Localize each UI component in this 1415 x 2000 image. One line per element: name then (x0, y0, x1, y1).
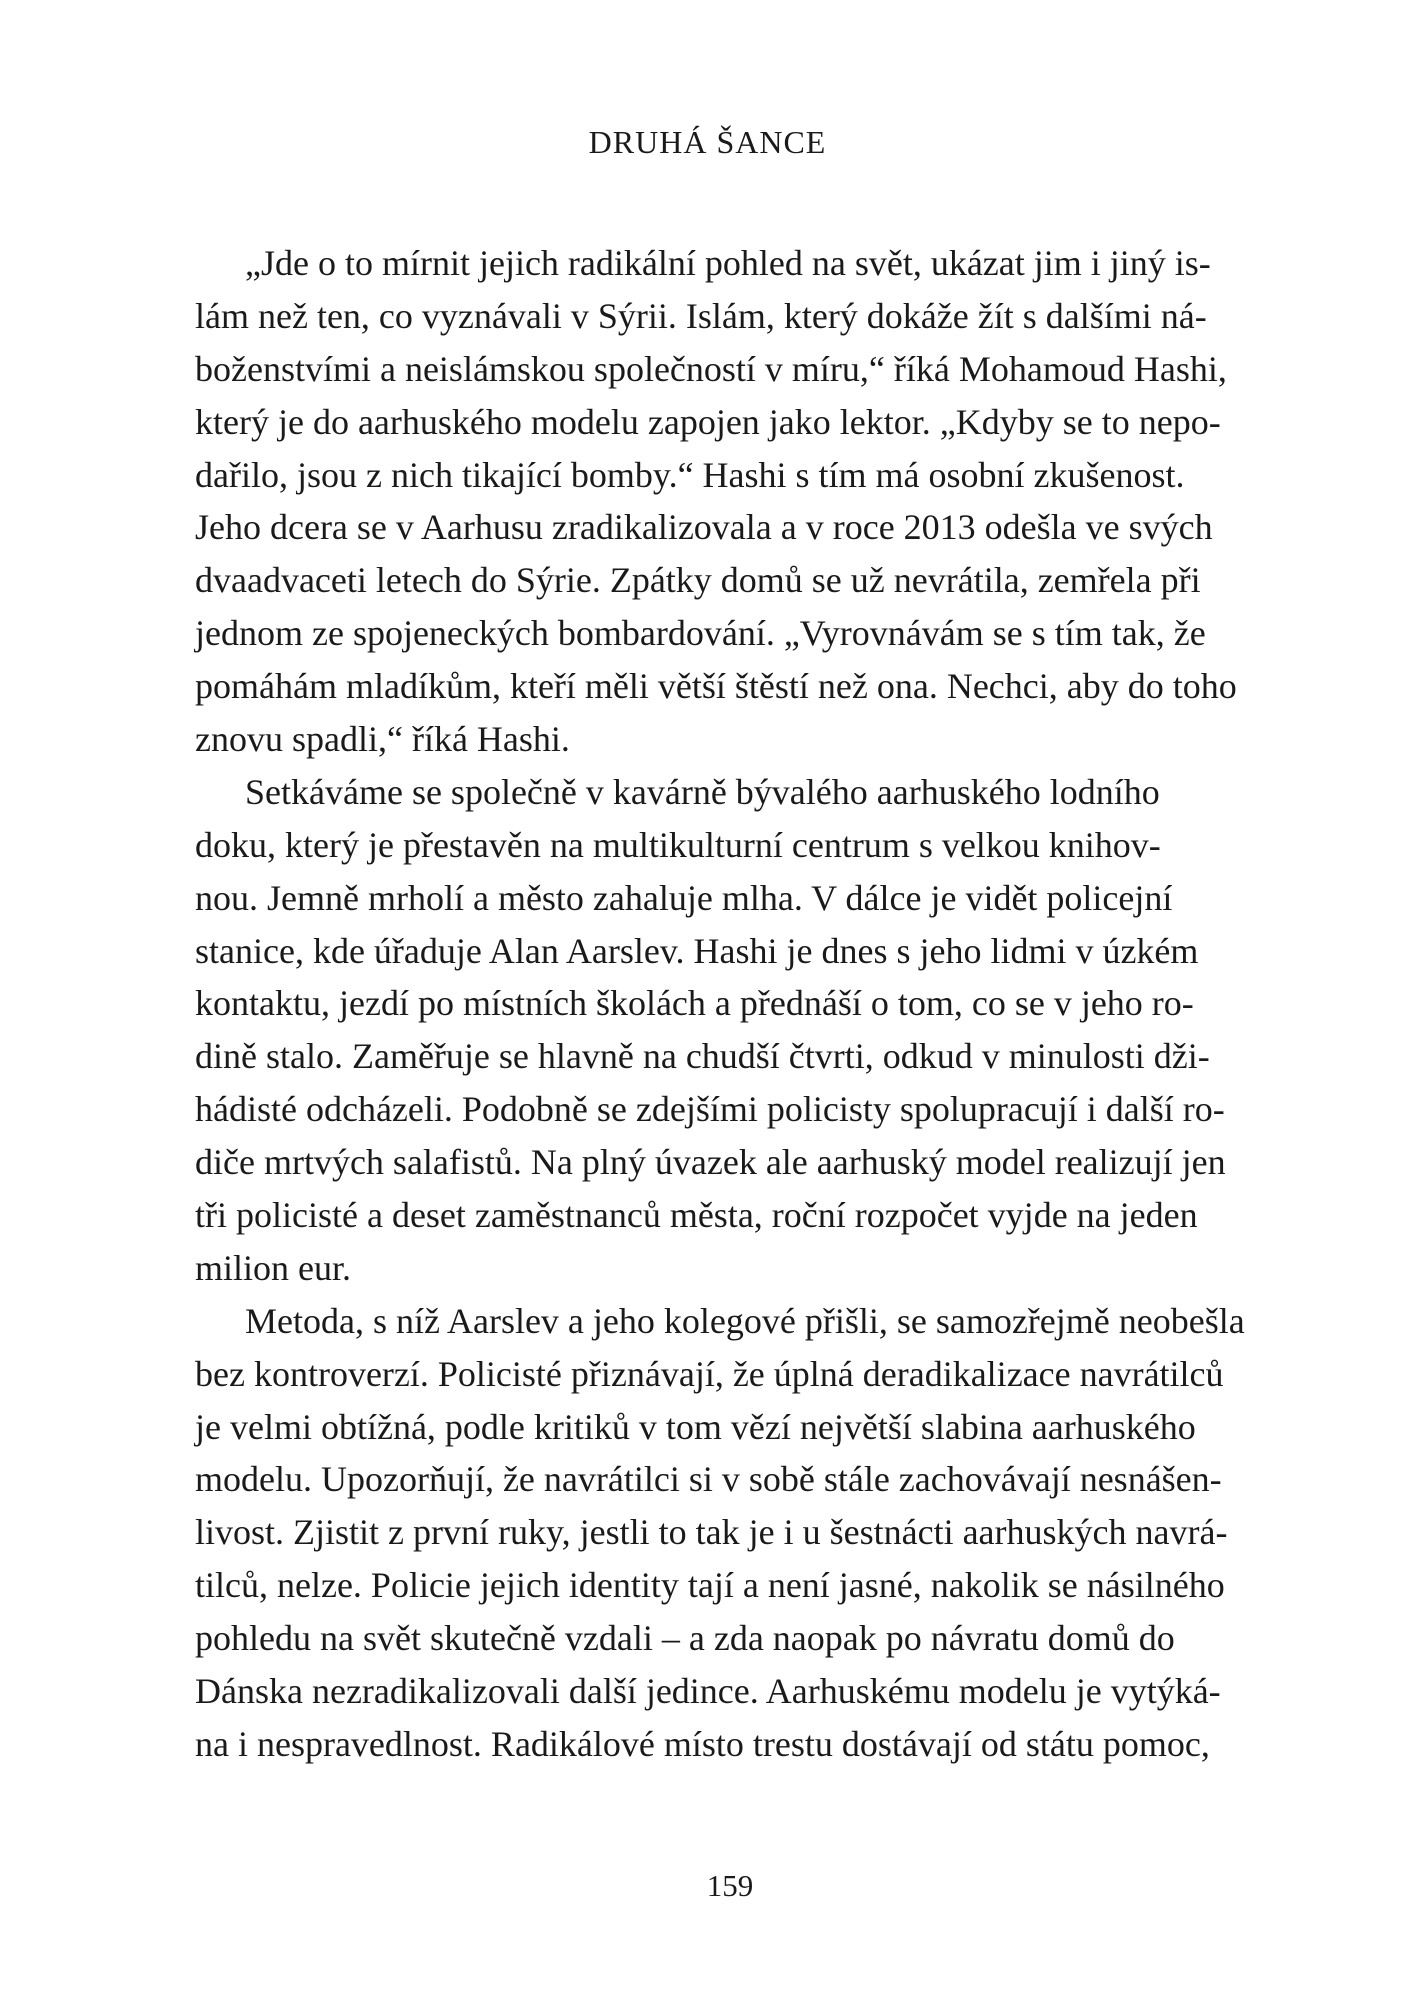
text-line: nou. Jemně mrholí a město zahaluje mlha. V dálce je vidět policejní (195, 877, 1173, 918)
text-line: hádisté odcházeli. Podobně se zdejšími policisty spolupracují i další ro- (195, 1089, 1225, 1130)
text-line: dině stalo. Zaměřuje se hlavně na chudší čtvrti, odkud v minulosti dži- (195, 1036, 1210, 1077)
text-line: dařilo, jsou z nich tikající bomby.“ Hashi s tím má osobní zkušenost. (195, 454, 1185, 495)
text-line: Metoda, s níž Aarslev a jeho kolegové přišli, se samozřejmě neobešla (245, 1300, 1245, 1341)
text-line: kontaktu, jezdí po místních školách a přednáší o tom, co se v jeho ro- (195, 983, 1194, 1024)
text-line: bez kontroverzí. Policisté přiznávají, že úplná deradikalizace navrátilců (195, 1353, 1224, 1394)
text-line: Jeho dcera se v Aarhusu zradikalizovala a v roce 2013 odešla ve svých (195, 507, 1213, 548)
paragraph-3 (195, 1295, 1267, 1771)
text-line: doku, který je přestavěn na multikulturní centrum s velkou knihov- (195, 824, 1161, 865)
page-number: 159 (706, 1868, 754, 1903)
text-line: pomáhám mladíkům, kteří měli větší štěstí než ona. Nechci, aby do toho (195, 666, 1237, 707)
text-line: milion eur. (195, 1247, 351, 1288)
text-line: tilců, nelze. Policie jejich identity tají a není jasné, nakolik se násilného (195, 1565, 1225, 1606)
text-line: lám než ten, co vyznávali v Sýrii. Islám, který dokáže žít s dalšími ná- (195, 295, 1207, 336)
text-line: který je do aarhuského modelu zapojen jako lektor. „Kdyby se to nepo- (195, 401, 1221, 442)
text-line: Dánska nezradikalizovali další jedince. Aarhuskému modelu je vytýká- (195, 1671, 1221, 1712)
text-line: boženstvími a neislámskou společností v míru,“ říká Mohamoud Hashi, (195, 348, 1227, 389)
text-line: Setkáváme se společně v kavárně bývalého aarhuského lodního (245, 771, 1160, 812)
text-line: „Jde o to mírnit jejich radikální pohled na svět, ukázat jim i jiný is- (245, 243, 1211, 283)
body-text (195, 237, 1267, 1771)
paragraph-2 (195, 766, 1267, 1295)
text-line: diče mrtvých salafistů. Na plný úvazek ale aarhuský model realizují jen (195, 1142, 1226, 1183)
text-line: znovu spadli,“ říká Hashi. (195, 719, 570, 760)
text-line: tři policisté a deset zaměstnanců města, roční rozpočet vyjde na jeden (195, 1195, 1198, 1236)
text-line: na i nespravedlnost. Radikálové místo trestu dostávají od státu pomoc, (195, 1723, 1210, 1764)
paragraph-1 (195, 237, 1267, 766)
text-line: je velmi obtížná, podle kritiků v tom vězí největší slabina aarhuského (195, 1406, 1196, 1447)
text-line: pohledu na svět skutečně vzdali – a zda naopak po návratu domů do (195, 1618, 1175, 1659)
running-head-title: DRUHÁ ŠANCE (588, 124, 827, 160)
text-line: modelu. Upozorňují, že navrátilci si v sobě stále zachovávají nesnášen- (195, 1459, 1222, 1500)
text-line: jednom ze spojeneckých bombardování. „Vyrovnávám se s tím tak, že (195, 613, 1206, 654)
text-line: livost. Zjistit z první ruky, jestli to tak je i u šestnácti aarhuských navrá- (195, 1512, 1228, 1553)
text-line: dvaadvaceti letech do Sýrie. Zpátky domů se už nevrátila, zemřela při (195, 560, 1201, 601)
text-line: stanice, kde úřaduje Alan Aarslev. Hashi je dnes s jeho lidmi v úzkém (195, 930, 1199, 971)
